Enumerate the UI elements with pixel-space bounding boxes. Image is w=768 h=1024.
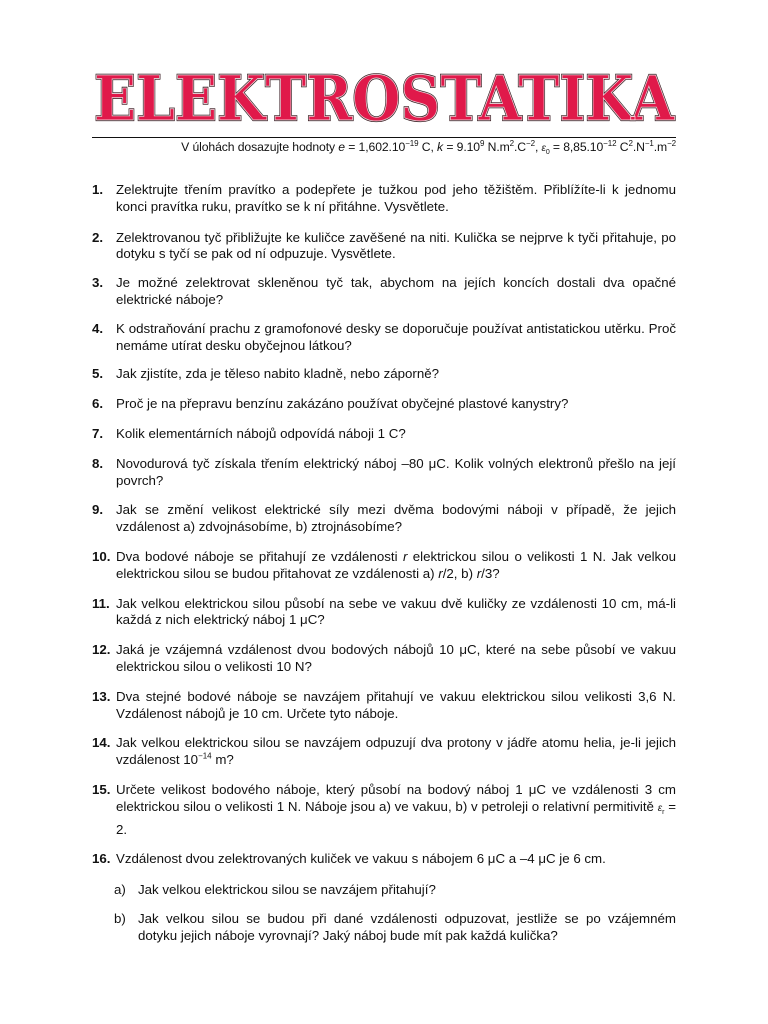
problem-number: 11. [92,595,110,611]
e-exponent: −19 [405,138,419,148]
problem-8 [92,456,676,490]
e-value: = 1,602.10 [344,140,406,154]
epsilon0-unit: C [616,140,629,154]
problem-number: 10. [92,548,111,564]
variable-r: r [438,565,443,581]
problem-10 [92,549,676,583]
problem-14 [92,735,676,769]
k-exponent: 9 [479,138,485,148]
problem-15 [92,782,676,838]
problem-6 [92,396,676,413]
subproblem-text: Jak velkou elektrickou silou se navzájem přitahují? [138,882,436,898]
epsilon-subscript: 0 [545,149,550,156]
problem-text: Kolik elementárních nábojů odpovídá náboji 1 C? [116,425,406,441]
problem-9 [92,502,676,536]
title-graphic [92,62,676,128]
problem-number: 3. [92,275,104,291]
e-symbol: e [338,140,345,154]
problem-number: 2. [92,229,104,245]
problem-text: Jak zjistíte, zda je těleso nabito kladně, nebo záporně? [116,366,440,382]
problem-list [92,182,676,945]
problem-4 [92,321,676,355]
k-unit-exp1: 2 [509,138,515,148]
problem-2 [92,230,676,264]
page-title: ELEKTROSTATIKA [94,62,675,128]
subproblem-16a [92,882,676,899]
problem-12 [92,642,676,676]
k-separator: , [534,140,542,154]
epsilon-subscript: r [662,808,665,816]
subproblem-label: b) [114,910,126,926]
problem-5 [92,366,676,383]
constants-lead: V úlohách dosazujte hodnoty [181,140,335,154]
epsilon0-exponent: −12 [603,138,617,148]
k-symbol: k [437,140,444,154]
problem-number: 14. [92,735,111,751]
problem-text-part: Určete velikost bodového náboje, který působí na bodový náboj 1 μC ve vzdálenosti 3 cm elektrickou silou o velikosti 1 N. Náboje jsou a) ve vakuu, b) v petroleji o relativní permitivitě [116,781,676,814]
problem-text: K odstraňování prachu z gramofonové desky se doporučuje používat antistatickou utěrku. Proč nemáme utírat desku obyčejnou látkou? [116,320,676,353]
problem-text-part: /2, b) [442,565,477,581]
problem-13 [92,689,676,723]
problem-number: 5. [92,366,104,382]
title-banner [92,62,676,128]
epsilon0-symbol [542,141,550,161]
epsilon-letter: ε [657,802,663,814]
epsilon0-unit-exp1: 2 [628,138,633,148]
problem-text [116,782,676,838]
epsilon0-unit-exp2: −1 [644,138,654,148]
problem-text: Jaká je vzájemná vzdálenost dvou bodových nábojů 10 μC, které na sebe působí ve vakuu elektrickou silou o velikosti 10 N? [116,642,676,674]
problem-text-part: Jak velkou elektrickou silou se navzájem odpuzují dva protony v jádře atomu helia, je-li jejich vzdálenost 10 [116,735,676,768]
problem-number: 12. [92,642,111,658]
subproblem-16b [92,911,676,945]
epsilon0-unit-m: .m [653,140,668,154]
problem-number: 1. [92,182,104,197]
problem-number: 9. [92,502,104,518]
k-value: = 9.10 [443,140,480,154]
problem-number: 4. [92,320,104,336]
problem-text: Dva stejné bodové náboje se navzájem přitahují ve vakuu elektrickou silou velikosti 3,6 N. Vzdálenost nábojů je 10 cm. Určete tyto náboje. [116,688,676,721]
problem-text: Novodurová tyč získala třením elektrický náboj –80 μC. Kolik volných elektronů přešlo na její povrch? [116,455,676,488]
problem-text-part: m? [211,752,234,768]
title-rule [92,137,676,138]
problem-text [116,735,676,769]
problem-text-part: /3? [481,565,500,581]
variable-r: r [476,565,482,581]
problem-text: Zelektrovanou tyč přibližujte ke kuličce zavěšené na niti. Kulička se nejprve k tyči přitahuje, po dotyku s tyčí se pak od ní odpuzuje. Vysvětlete. [116,229,676,262]
problem-1 [92,182,676,216]
problem-text: Jak velkou elektrickou silou působí na sebe ve vakuu dvě kuličky ze vzdálenosti 10 cm, má-li každá z nich elektrický náboj 1 μC? [116,595,676,628]
epsilon0-value: = 8,85.10 [549,140,604,154]
problem-number: 15. [92,781,111,797]
problem-text-part: elektrickou silou o velikosti 1 N. Jak velkou elektrickou silou se budou přitahovat ze vzdálenosti a) [116,548,676,581]
problem-text [116,549,676,583]
variable-r: r [402,548,408,564]
problem-3 [92,275,676,309]
problem-text: Vzdálenost dvou zelektrovaných kuliček ve vakuu s nábojem 6 μC a –4 μC je 6 cm. [116,851,606,867]
k-unit: N.m [484,140,510,154]
problem-text: Proč je na přepravu benzínu zakázáno používat obyčejné plastové kanystry? [116,396,569,412]
problem-number: 6. [92,396,104,412]
problem-11 [92,596,676,630]
problem-text: Je možné zelektrovat skleněnou tyč tak, abychom na jejích koncích dostali dva opačné elektrické náboje? [116,275,676,307]
problem-number: 13. [92,688,111,704]
page-title-inline: ELEKTROSTATIKA [94,62,675,128]
epsilon-letter: ε [541,143,546,154]
epsilon0-unit-exp3: −2 [667,138,676,148]
problem-text: Zelektrujte třením pravítko a podepřete je tužkou pod jeho těžištěm. Přiblížíte-li k jednomu konci pravítka ruku, pravítko se k ní přitáhne. Vysvětlete. [116,182,676,214]
k-unit-exp2: −2 [526,138,535,148]
problem-7 [92,426,676,443]
epsilon0-unit-n: .N [632,140,645,154]
e-unit: C, [418,140,438,154]
subproblem-text: Jak velkou silou se budou při dané vzdálenosti odpuzovat, jestliže se po vzájemném dotyku jejich náboje vyrovnají? Jaký náboj bude mít pak každá kulička? [138,910,676,943]
problem-text-part: = 2. [116,798,676,837]
constants-line [92,139,676,161]
exponent: −14 [198,751,212,761]
problem-16 [92,851,676,868]
k-unit-c: .C [514,140,527,154]
problem-text: Jak se změní velikost elektrické síly mezi dvěma bodovými náboji v případě, že jejich vzdálenost a) zdvojnásobíme, b) ztrojnásobíme? [116,502,676,535]
problem-number: 16. [92,851,111,867]
problem-text-part: Dva bodové náboje se přitahují ze vzdálenosti [116,548,403,564]
subproblem-label: a) [114,882,126,898]
problem-number: 8. [92,455,104,471]
problem-number: 7. [92,425,104,441]
